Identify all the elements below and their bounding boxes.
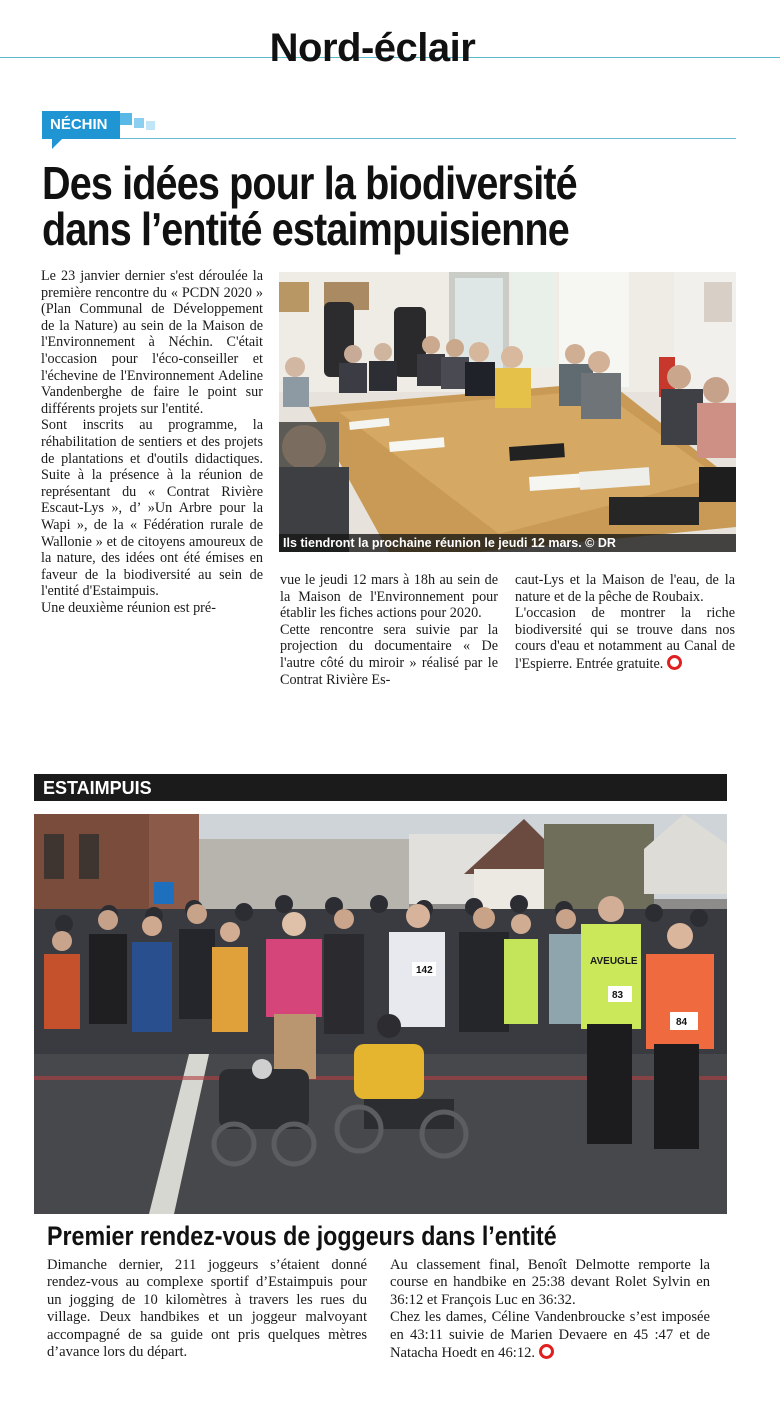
paragraph: Sont inscrits au programme, la réhabilitation de sentiers et des projets de plantations et d'outils didactiques. Suite à la présence à la réunion de représentant du « Contrat Rivière Escaut-Lys », d’ »Un Arbre pour la Wapi », de la « Fédération rurale de Wallonie » et de citoyens amoureux de la nature, des idées ont été émises en faveur de la biodiversité au sein de l'entité d'Estaimpuis. xyxy=(41,417,263,600)
paragraph-text: L'occasion de montrer la riche biodiversité qui se trouve dans nos cours d'eau et notamment au Canal de l'Espierre. Entrée gratuite. xyxy=(515,605,735,672)
paragraph: Au classement final, Benoît Delmotte remporte la course en handbike en 25:38 devant Rolet Sylvin en 36:12 et François Luc en 36:32. xyxy=(390,1257,710,1308)
joggers-photo-art xyxy=(34,814,727,1214)
tag-tail xyxy=(52,139,62,149)
tag-decor-square xyxy=(120,113,132,125)
paragraph xyxy=(515,605,735,672)
paragraph-text: Chez les dames, Céline Vandenbroucke s’est imposée en 43:11 suivie de Marien Devaere en 45 :47 et de Natacha Hoedt en 46:12. xyxy=(390,1309,710,1362)
paragraph: Le 23 janvier dernier s'est déroulée la première rencontre du « PCDN 2020 » (Plan Communal de Développement de la Nature) au sein de la Maison de l'Environnement à Néchin. C'était l'occasion pour l'éco-conseiller et l'échevine de l'Environnement Adeline Vandenberghe de faire le point sur différents projets sur l'entité. xyxy=(41,268,263,417)
race-bib-number: 142 xyxy=(416,965,433,976)
meeting-photo-art xyxy=(279,272,736,552)
meeting-photo xyxy=(279,272,736,552)
headline-line: dans l’entité estaimpuisienne xyxy=(42,203,569,255)
article-end-icon xyxy=(539,1344,554,1359)
newspaper-masthead: Nord-éclair xyxy=(269,26,476,70)
location-tag: NÉCHIN xyxy=(42,111,120,139)
tag-decor-square xyxy=(146,121,155,130)
vest-lettering: AVEUGLE xyxy=(590,956,638,967)
tag-decor-square xyxy=(134,118,144,128)
paragraph: Cette rencontre sera suivie par la projection du documentaire « De l'autre côté du miroir » réalisé par le Contrat Rivière Es- xyxy=(280,621,498,688)
article-headline xyxy=(42,157,644,255)
paragraph xyxy=(390,1309,710,1362)
race-bib-number: 83 xyxy=(612,990,624,1001)
article-end-icon xyxy=(667,655,682,670)
headline-line: Des idées pour la biodiversité xyxy=(42,157,577,209)
paragraph: caut-Lys et la Maison de l'eau, de la nature et de la pêche de Roubaix. xyxy=(515,572,735,605)
paragraph: vue le jeudi 12 mars à 18h au sein de la Maison de l'Environnement pour établir les fiches actions pour 2020. xyxy=(280,572,498,622)
article-column-3 xyxy=(515,572,735,673)
article-column-4 xyxy=(47,1257,367,1361)
photo-caption: Ils tiendront la prochaine réunion le jeudi 12 mars. © DR xyxy=(279,534,736,552)
race-bib-number: 84 xyxy=(676,1017,688,1028)
joggers-photo xyxy=(34,814,727,1214)
article-column-2 xyxy=(280,572,498,688)
section-header-label: ESTAIMPUIS xyxy=(43,778,152,798)
paragraph: Une deuxième réunion est pré- xyxy=(41,599,216,616)
article-column-1 xyxy=(41,268,263,616)
article-headline: Premier rendez-vous de joggeurs dans l’entité xyxy=(47,1221,557,1251)
section-rule xyxy=(42,138,736,139)
article-column-5 xyxy=(390,1257,710,1362)
paragraph: Dimanche dernier, 211 joggeurs s’étaient donné rendez-vous au complexe sportif d’Estaimpuis pour un jogging de 10 kilomètres à travers les rues du village. Deux handbikes et un joggeur malvoyant accompagné de sa guide ont pris quelques mètres d’avance lors du départ. xyxy=(47,1257,367,1361)
